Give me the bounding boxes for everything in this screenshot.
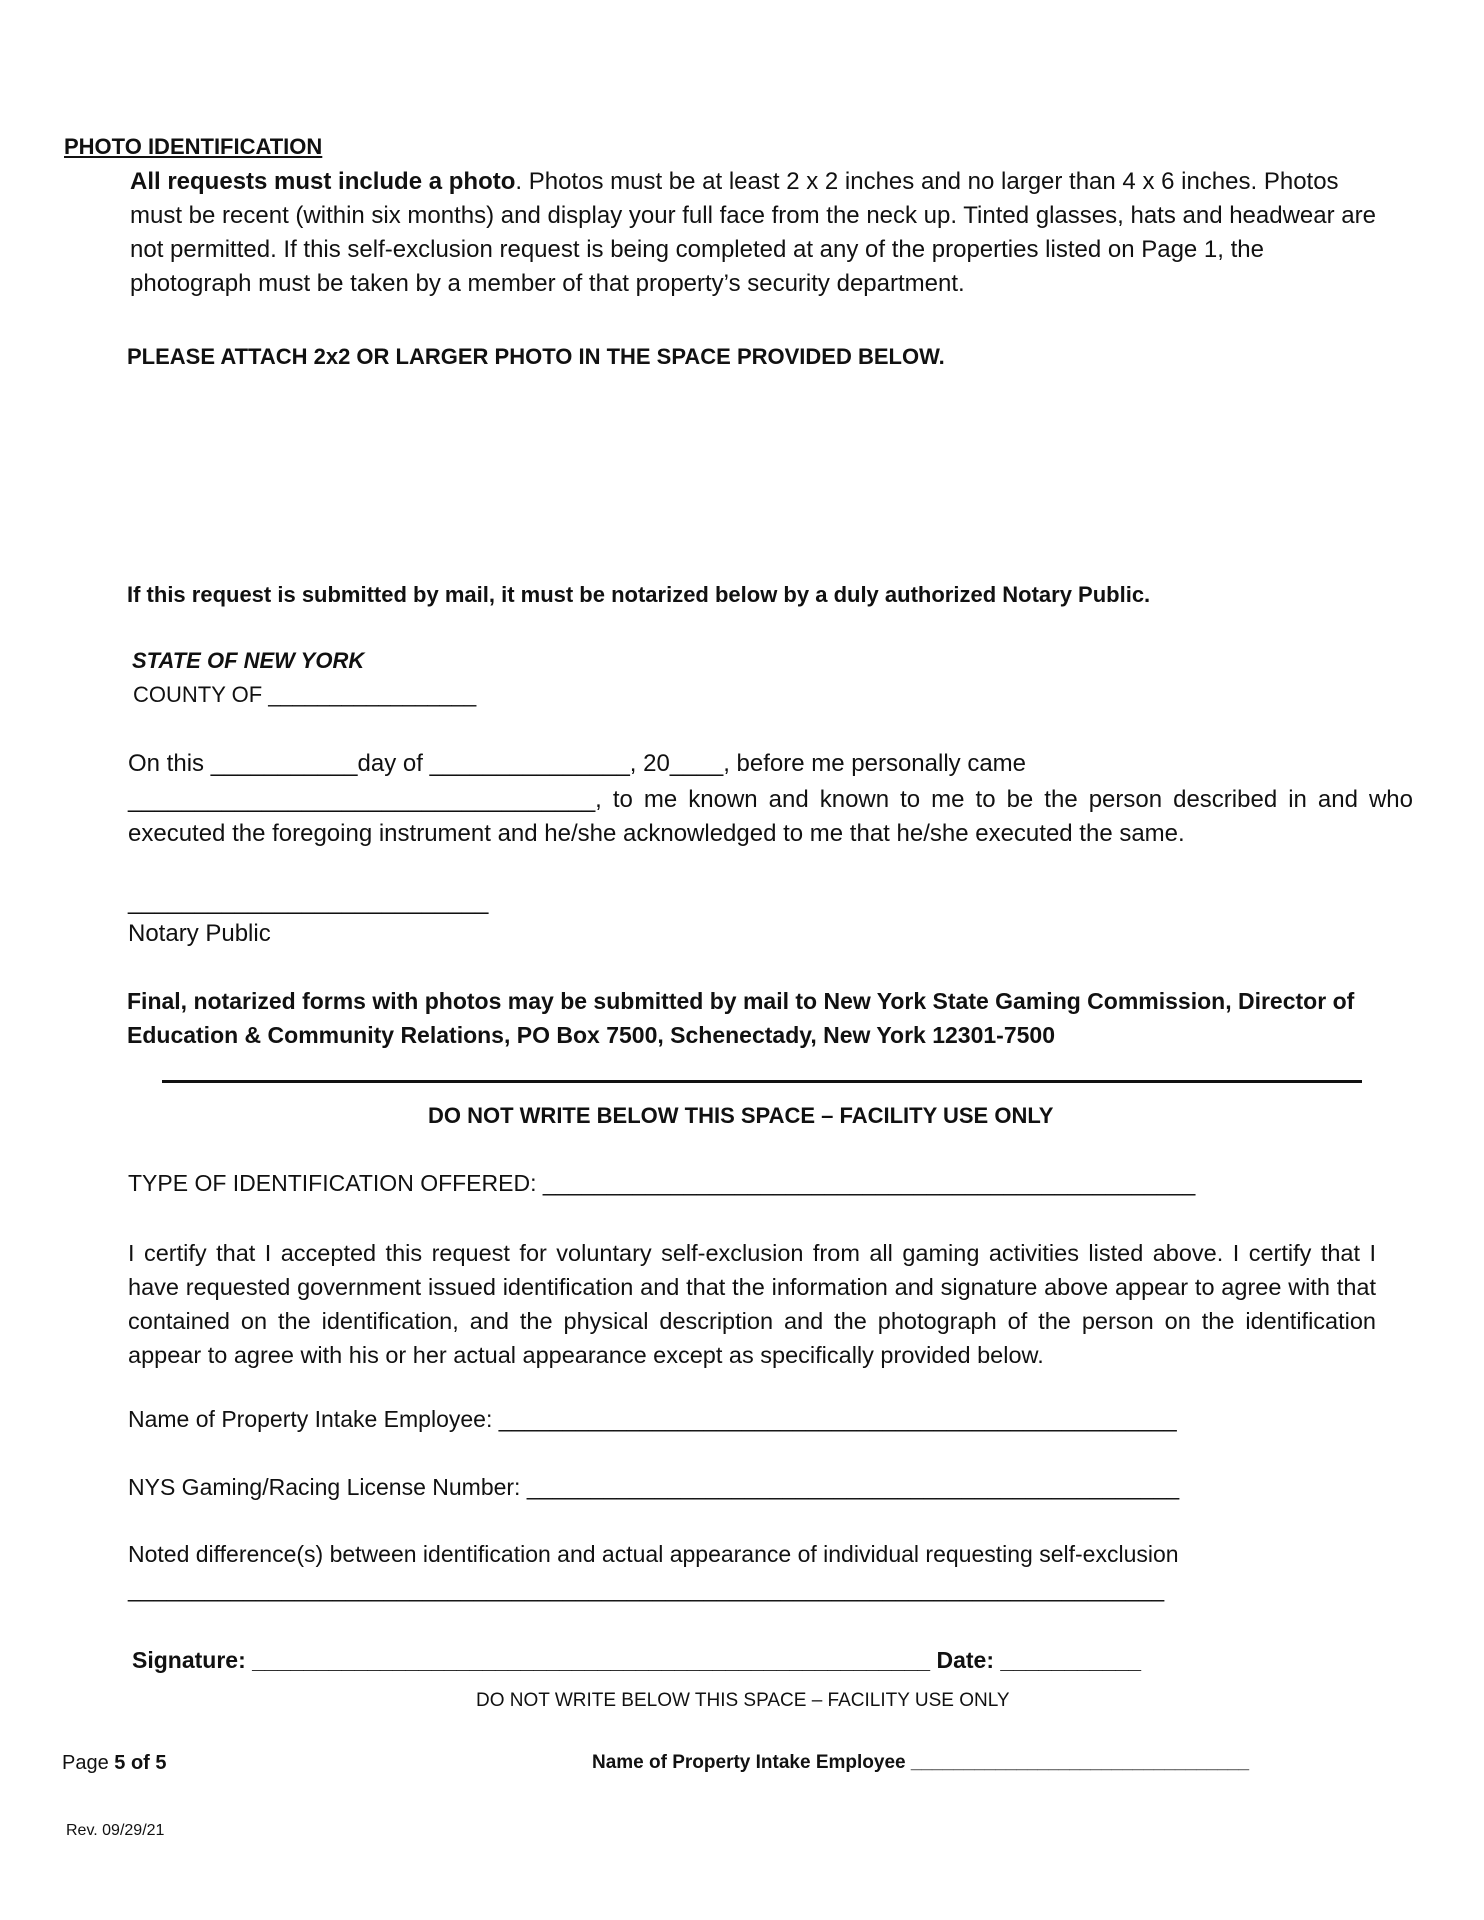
- facility-use-repeat-heading: DO NOT WRITE BELOW THIS SPACE – FACILITY USE ONLY: [476, 1690, 1010, 1711]
- photo-requirement-bold: All requests must include a photo: [130, 168, 516, 195]
- state-label: STATE OF NEW YORK: [132, 648, 365, 673]
- notary-date-line[interactable]: On this ___________day of _______________, 20____, before me personally came: [128, 750, 1027, 777]
- section-divider: [162, 1080, 1362, 1083]
- notary-acknowledgment-paragraph: ___________________________________, to me known and known to me to be the person described in and who executed the foregoing instrument and he/she acknowledged to me that he/she executed the same.: [128, 786, 1413, 847]
- identification-type-field[interactable]: TYPE OF IDENTIFICATION OFFERED: ___________________________________________________: [128, 1170, 1196, 1196]
- notary-public-label: Notary Public: [128, 920, 271, 947]
- signature-date-field[interactable]: Signature: _____________________________________________________ Date: ___________: [132, 1647, 1142, 1673]
- page-count: 5 of 5: [114, 1752, 167, 1774]
- noted-differences-label: Noted difference(s) between identification and actual appearance of individual requesting self-exclusion: [128, 1541, 1179, 1567]
- photo-requirements-paragraph: [130, 165, 1380, 301]
- photo-attachment-area[interactable]: [130, 390, 1350, 560]
- photo-requirement-text: . Photos must be at least 2 x 2 inches and no larger than 4 x 6 inches. Photos must be recent (within six months) and display your full face from the neck up. Tinted glasses, hats and headwear are not permitted. If this self-exclusion request is being completed at any of the properties listed on Page 1, the photograph must be taken by a member of that property’s security department.: [130, 168, 1376, 297]
- page-number: [62, 1752, 167, 1775]
- county-field[interactable]: COUNTY OF _________________: [133, 682, 477, 707]
- photo-identification-heading: PHOTO IDENTIFICATION: [64, 134, 323, 159]
- noted-differences-line[interactable]: _________________________________________________________________________________: [128, 1576, 1165, 1602]
- facility-use-heading: DO NOT WRITE BELOW THIS SPACE – FACILITY USE ONLY: [428, 1103, 1054, 1128]
- footer-intake-employee-field[interactable]: Name of Property Intake Employee ________________________________: [592, 1752, 1250, 1773]
- certification-paragraph: I certify that I accepted this request for voluntary self-exclusion from all gaming activities listed above. I certify that I have requested government issued identification and that the information and signature above appear to agree with that contained on the identification, and the physical description and the photograph of the person on the identification appear to agree with his or her actual appearance except as specifically provided below.: [128, 1240, 1376, 1368]
- intake-employee-field[interactable]: Name of Property Intake Employee: _____________________________________________________: [128, 1406, 1177, 1432]
- mail-notary-notice: If this request is submitted by mail, it must be notarized below by a duly authorized Notary Public.: [127, 582, 1151, 607]
- attach-photo-instruction: PLEASE ATTACH 2x2 OR LARGER PHOTO IN THE SPACE PROVIDED BELOW.: [127, 344, 945, 369]
- license-number-field[interactable]: NYS Gaming/Racing License Number: ___________________________________________________: [128, 1474, 1180, 1500]
- notary-signature-line[interactable]: ___________________________: [128, 888, 489, 915]
- mailing-instructions: Final, notarized forms with photos may be submitted by mail to New York State Gaming Commission, Director of Education & Community Relations, PO Box 7500, Schenectady, New York 12301-7500: [127, 988, 1355, 1048]
- page-prefix: Page: [62, 1752, 115, 1774]
- revision-date: Rev. 09/29/21: [66, 1822, 165, 1839]
